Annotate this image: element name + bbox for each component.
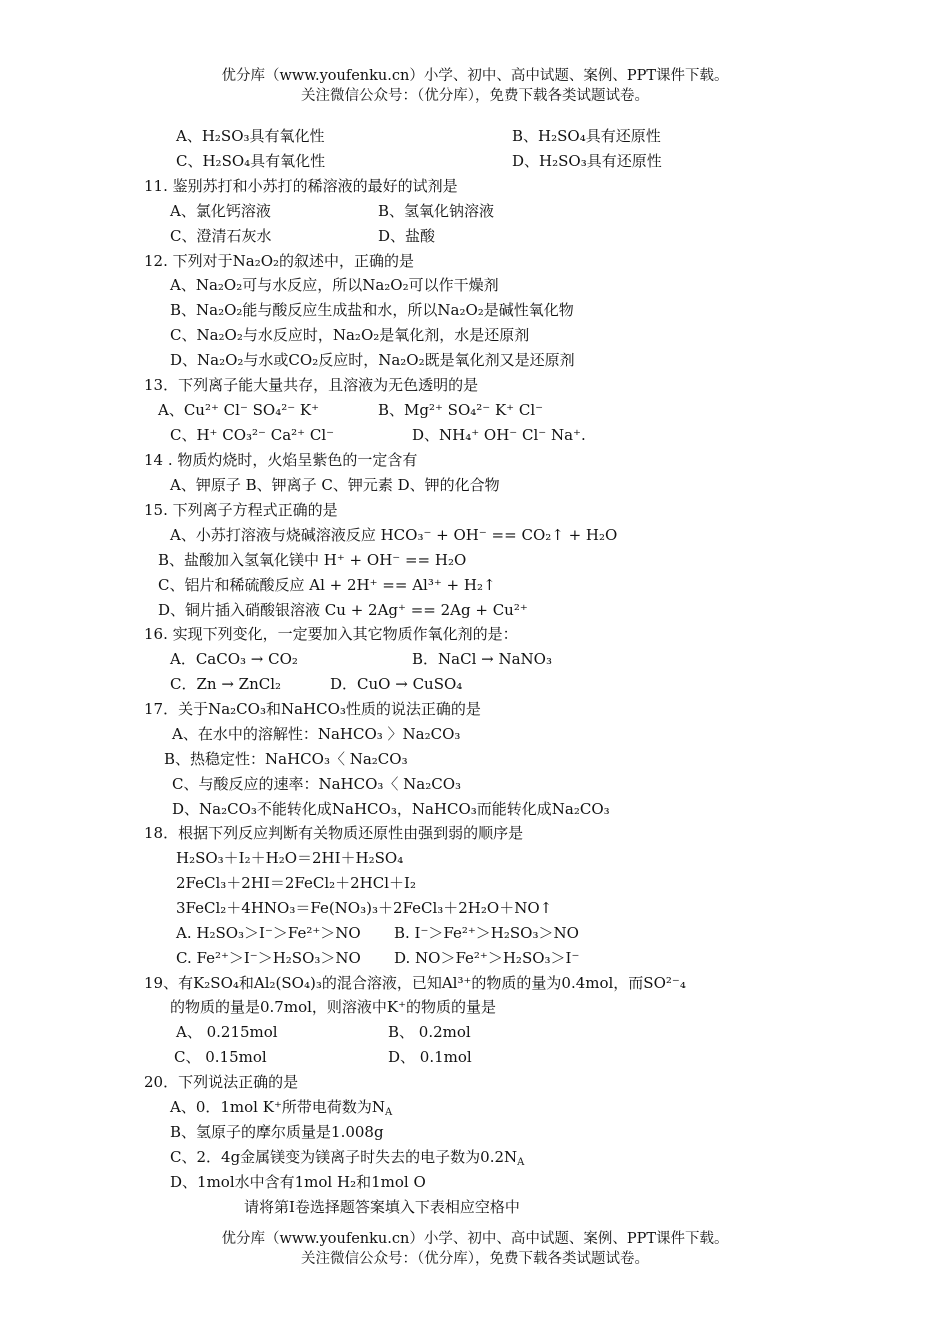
- footer-line-2: 关注微信公众号：（优分库），免费下载各类试题试卷。: [301, 1251, 649, 1267]
- q16-option-d: D．CuO → CuSO₄: [330, 675, 463, 693]
- header-line-1: 优分库（www.youfenku.cn）小学、初中、高中试题、案例、PPT课件下载。: [221, 68, 729, 84]
- q13-stem: 13．下列离子能大量共存，且溶液为无色透明的是: [144, 376, 479, 394]
- footer-line-1: 优分库（www.youfenku.cn）小学、初中、高中试题、案例、PPT课件下载。: [221, 1231, 729, 1247]
- q11-option-c: C、澄清石灰水: [170, 227, 272, 245]
- page-footer: [0, 1229, 950, 1269]
- q16-option-a: A．CaCO₃ → CO₂: [170, 650, 298, 668]
- q18-option-d: D. NO＞Fe²⁺＞H₂SO₃＞I⁻: [394, 949, 580, 967]
- q11-stem: 11. 鉴别苏打和小苏打的稀溶液的最好的试剂是: [144, 177, 458, 195]
- q17-option-c: C、与酸反应的速率：NaHCO₃〈 Na₂CO₃: [172, 775, 462, 793]
- q15-option-d: D、铜片插入硝酸银溶液 Cu + 2Ag⁺ == 2Ag + Cu²⁺: [158, 601, 528, 619]
- q10-option-a: A、H₂SO₃具有氧化性: [176, 127, 325, 145]
- answer-instruction: 请将第Ⅰ卷选择题答案填入下表相应空格中: [244, 1198, 520, 1216]
- q19-option-c: C、 0.15mol: [174, 1048, 267, 1066]
- q12-option-b: B、Na₂O₂能与酸反应生成盐和水，所以Na₂O₂是碱性氧化物: [170, 301, 574, 319]
- q10-option-d: D、H₂SO₃具有还原性: [512, 152, 662, 170]
- q13-option-b: B、Mg²⁺ SO₄²⁻ K⁺ Cl⁻: [378, 401, 544, 419]
- q12-option-d: D、Na₂O₂与水或CO₂反应时，Na₂O₂既是氧化剂又是还原剂: [170, 351, 575, 369]
- q18-option-b: B. I⁻＞Fe²⁺＞H₂SO₃＞NO: [394, 924, 579, 942]
- header-line-2: 关注微信公众号：（优分库），免费下载各类试题试卷。: [301, 88, 649, 104]
- q19-stem-continued: 的物质的量是0.7mol，则溶液中K⁺的物质的量是: [170, 998, 497, 1016]
- q18-option-a: A. H₂SO₃＞I⁻＞Fe²⁺＞NO: [176, 924, 361, 942]
- q14-stem: 14 . 物质灼烧时，火焰呈紫色的一定含有: [144, 451, 418, 469]
- q15-stem: 15. 下列离子方程式正确的是: [144, 501, 338, 519]
- q18-equation-2: 2FeCl₃＋2HI＝2FeCl₂＋2HCl＋I₂: [176, 874, 416, 892]
- q17-option-d: D、Na₂CO₃不能转化成NaHCO₃，NaHCO₃而能转化成Na₂CO₃: [172, 800, 610, 818]
- q20-stem: 20．下列说法正确的是: [144, 1073, 299, 1091]
- q12-stem: 12. 下列对于Na₂O₂的叙述中，正确的是: [144, 252, 415, 270]
- q16-option-b: B．NaCl → NaNO₃: [412, 650, 552, 668]
- q12-option-a: A、Na₂O₂可与水反应，所以Na₂O₂可以作干燥剂: [170, 276, 499, 294]
- q16-stem: 16. 实现下列变化，一定要加入其它物质作氧化剂的是：: [144, 625, 518, 643]
- q17-option-a: A、在水中的溶解性：NaHCO₃ 〉Na₂CO₃: [172, 725, 461, 743]
- q15-option-c: C、铝片和稀硫酸反应 Al + 2H⁺ == Al³⁺ + H₂↑: [158, 576, 496, 594]
- q13-option-c: C、H⁺ CO₃²⁻ Ca²⁺ Cl⁻: [170, 426, 335, 444]
- q10-option-b: B、H₂SO₄具有还原性: [512, 127, 661, 145]
- q18-stem: 18．根据下列反应判断有关物质还原性由强到弱的顺序是: [144, 824, 524, 842]
- q17-stem: 17．关于Na₂CO₃和NaHCO₃性质的说法正确的是: [144, 700, 481, 718]
- q10-option-c: C、H₂SO₄具有氧化性: [176, 152, 326, 170]
- q20-option-a: A、0．1mol K⁺所带电荷数为$N_A$: [170, 1098, 393, 1118]
- q18-option-c: C. Fe²⁺＞I⁻＞H₂SO₃＞NO: [176, 949, 361, 967]
- q12-option-c: C、Na₂O₂与水反应时，Na₂O₂是氧化剂，水是还原剂: [170, 326, 530, 344]
- q11-option-d: D、盐酸: [378, 227, 436, 245]
- q13-option-a: A、Cu²⁺ Cl⁻ SO₄²⁻ K⁺: [158, 401, 320, 419]
- q20-option-b: B、氢原子的摩尔质量是1.008g: [170, 1123, 384, 1141]
- q15-option-b: B、盐酸加入氢氧化镁中 H⁺ + OH⁻ == H₂O: [158, 551, 467, 569]
- q16-option-c: C．Zn → ZnCl₂: [170, 675, 282, 693]
- q19-stem: 19、有K₂SO₄和Al₂(SO₄)₃的混合溶液，已知Al³⁺的物质的量为0.4mol，而SO²⁻₄: [144, 974, 686, 992]
- q17-option-b: B、热稳定性：NaHCO₃〈 Na₂CO₃: [164, 750, 408, 768]
- q15-option-a: A、小苏打溶液与烧碱溶液反应 HCO₃⁻ + OH⁻ == CO₂↑ + H₂O: [170, 526, 618, 544]
- q11-option-a: A、氯化钙溶液: [170, 202, 271, 220]
- q20-option-d: D、1mol水中含有1mol H₂和1mol O: [170, 1173, 426, 1191]
- q19-option-b: B、 0.2mol: [388, 1023, 471, 1041]
- q13-option-d: D、NH₄⁺ OH⁻ Cl⁻ Na⁺.: [412, 426, 586, 444]
- q14-options: A、钾原子 B、钾离子 C、钾元素 D、钾的化合物: [170, 476, 500, 494]
- q18-equation-3: 3FeCl₂＋4HNO₃＝Fe(NO₃)₃＋2FeCl₃＋2H₂O＋NO↑: [176, 899, 553, 917]
- q11-option-b: B、氢氧化钠溶液: [378, 202, 495, 220]
- q18-equation-1: H₂SO₃＋I₂＋H₂O＝2HI＋H₂SO₄: [176, 849, 404, 867]
- q19-option-a: A、 0.215mol: [176, 1023, 278, 1041]
- q20-option-c: C、2．4g金属镁变为镁离子时失去的电子数为$0.2N_A$: [170, 1148, 525, 1168]
- q19-option-d: D、 0.1mol: [388, 1048, 472, 1066]
